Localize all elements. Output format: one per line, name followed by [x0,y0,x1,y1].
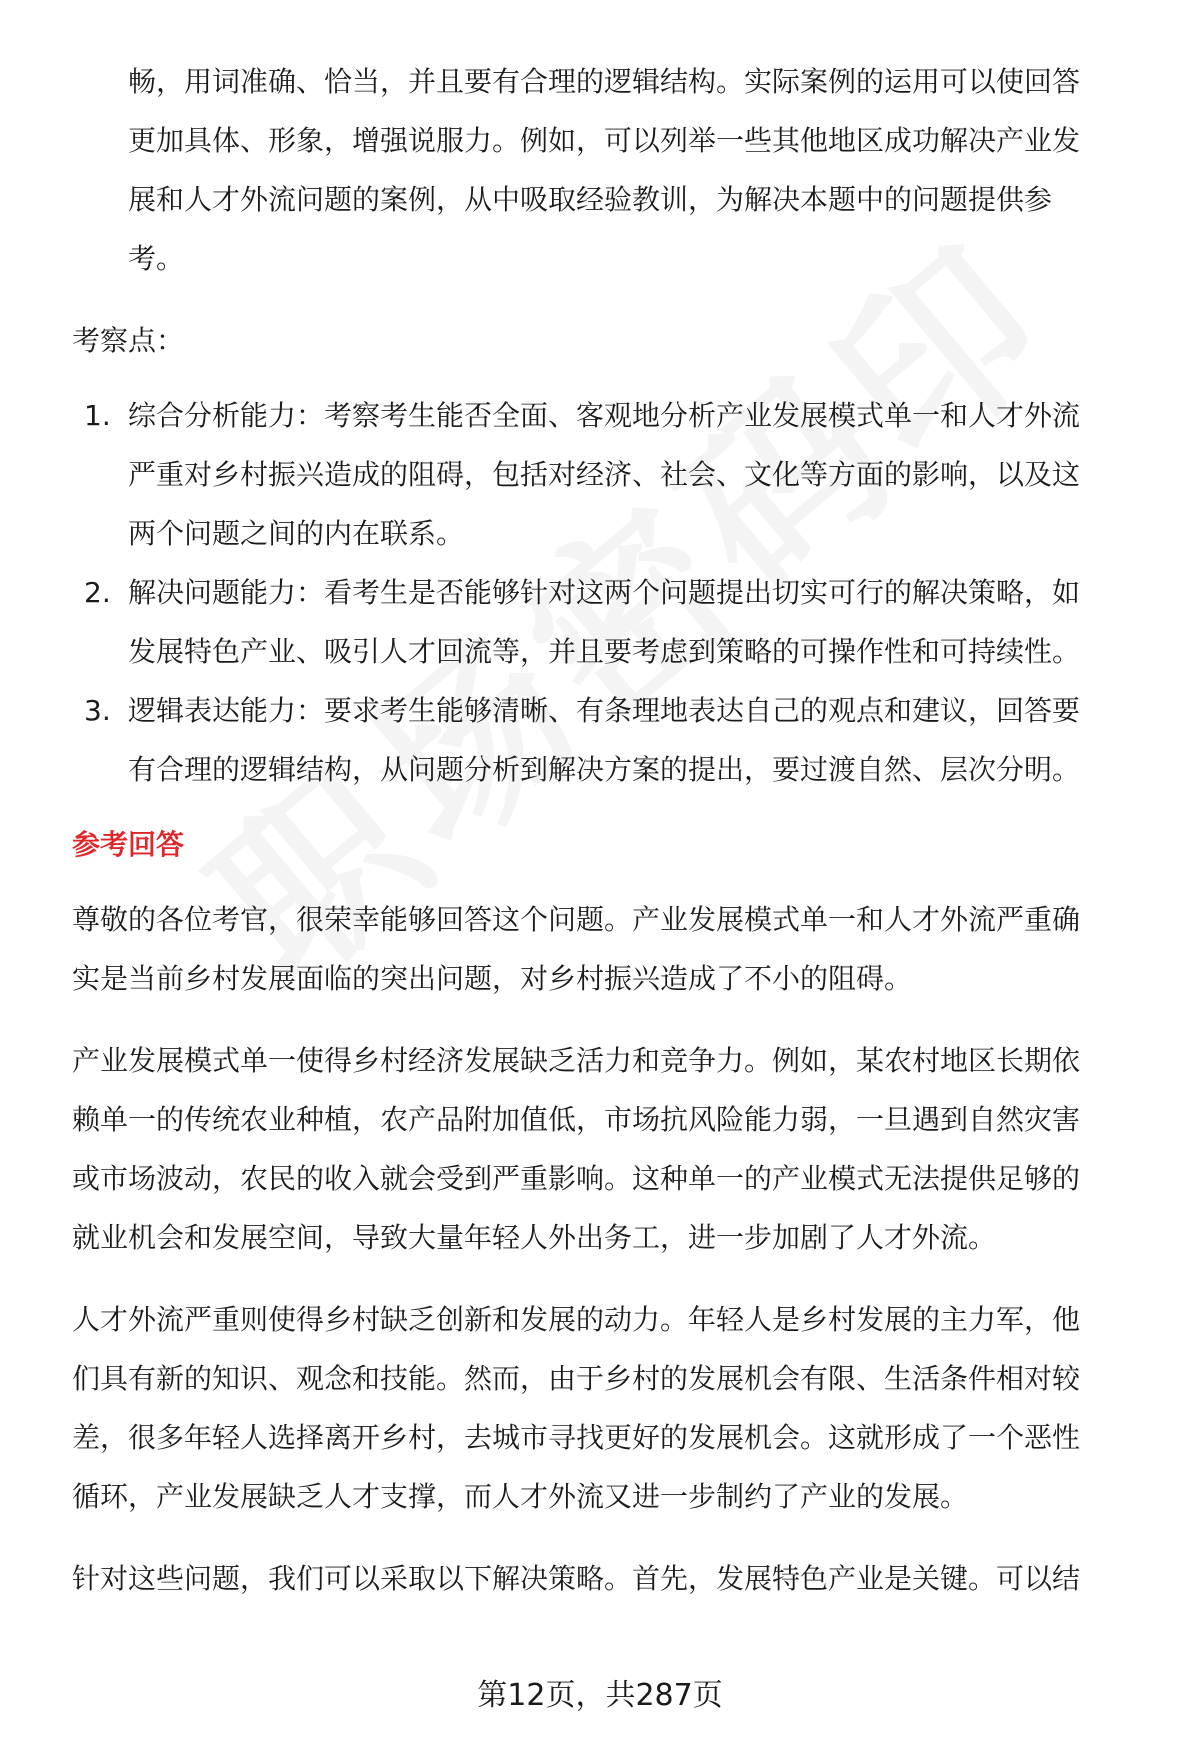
answer-paragraph [72,1290,1140,1526]
text-line: 差，很多年轻人选择离开乡村，去城市寻找更好的发展机会。这就形成了一个恶性 [72,1421,1081,1454]
list-item [72,681,1140,799]
text-line: 展和人才外流问题的案例，从中吸取经验教训，为解决本题中的问题提供参 [128,183,1053,216]
text-line: 有合理的逻辑结构，从问题分析到解决方案的提出，要过渡自然、层次分明。 [128,753,1081,786]
exam-points-list [72,386,1140,799]
exam-points-label: 考察点： [72,324,185,357]
list-item [72,563,1140,681]
page-content [72,52,1140,1608]
text-line: 实是当前乡村发展面临的突出问题，对乡村振兴造成了不小的阻碍。 [72,962,913,995]
intro-paragraph [72,52,1140,288]
text-line: 循环，产业发展缺乏人才支撑，而人才外流又进一步制约了产业的发展。 [72,1480,969,1513]
text-line: 或市场波动，农民的收入就会受到严重影响。这种单一的产业模式无法提供足够的 [72,1162,1081,1195]
answer-paragraph [72,890,1140,1008]
text-line: 产业发展模式单一使得乡村经济发展缺乏活力和竞争力。例如，某农村地区长期依 [72,1044,1081,1077]
list-number: 1. [84,399,111,432]
list-number: 2. [84,576,111,609]
list-item [72,386,1140,563]
text-line: 人才外流严重则使得乡村缺乏创新和发展的动力。年轻人是乡村发展的主力军，他 [72,1303,1081,1336]
text-line: 就业机会和发展空间，导致大量年轻人外出务工，进一步加剧了人才外流。 [72,1221,997,1254]
text-line: 考。 [128,242,185,275]
answer-paragraph [72,1549,1140,1608]
answer-heading: 参考回答 [72,828,185,861]
text-line: 逻辑表达能力：要求考生能够清晰、有条理地表达自己的观点和建议，回答要 [128,694,1081,727]
text-line: 针对这些问题，我们可以采取以下解决策略。首先，发展特色产业是关键。可以结 [72,1562,1081,1595]
text-line: 畅，用词准确、恰当，并且要有合理的逻辑结构。实际案例的运用可以使回答 [128,65,1081,98]
text-line: 们具有新的知识、观念和技能。然而，由于乡村的发展机会有限、生活条件相对较 [72,1362,1081,1395]
text-line: 更加具体、形象，增强说服力。例如，可以列举一些其他地区成功解决产业发 [128,124,1081,157]
list-number: 3. [84,694,111,727]
text-line: 严重对乡村振兴造成的阻碍，包括对经济、社会、文化等方面的影响，以及这 [128,458,1081,491]
text-line: 两个问题之间的内在联系。 [128,517,465,550]
text-line: 综合分析能力：考察考生能否全面、客观地分析产业发展模式单一和人才外流 [128,399,1081,432]
text-line: 解决问题能力：看考生是否能够针对这两个问题提出切实可行的解决策略，如 [128,576,1081,609]
text-line: 尊敬的各位考官，很荣幸能够回答这个问题。产业发展模式单一和人才外流严重确 [72,903,1081,936]
text-line: 发展特色产业、吸引人才回流等，并且要考虑到策略的可操作性和可持续性。 [128,635,1081,668]
text-line: 赖单一的传统农业种植，农产品附加值低，市场抗风险能力弱，一旦遇到自然灾害 [72,1103,1081,1136]
page-number: 第12页，共287页 [477,1678,723,1713]
answer-paragraph [72,1031,1140,1267]
